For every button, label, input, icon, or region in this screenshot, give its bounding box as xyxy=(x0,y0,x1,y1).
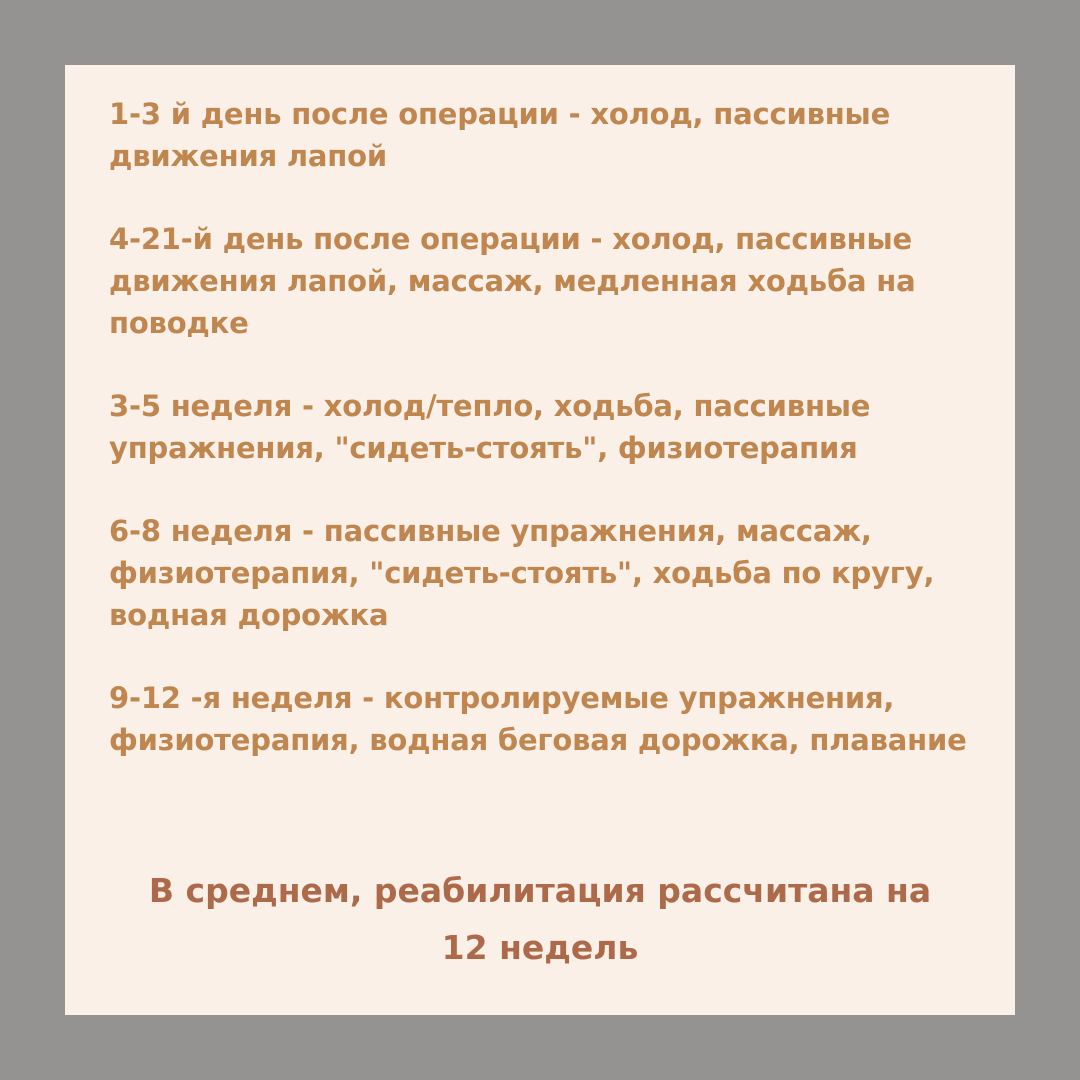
stage-day-4-21: 4-21-й день после операции - холод, пассивные движения лапой, массаж, медленная ходьба на поводке xyxy=(109,222,916,340)
rehab-stages-list xyxy=(109,93,989,802)
summary-line-2: 12 недель xyxy=(441,928,639,967)
summary-line-1: В среднем, реабилитация рассчитана на xyxy=(148,871,932,910)
rehab-duration-summary xyxy=(65,862,1015,976)
stage-week-3-5: 3-5 неделя - холод/тепло, ходьба, пассивные упражнения, "сидеть-стоять", физиотерапия xyxy=(109,389,871,465)
stage-day-1-3: 1-3 й день после операции - холод, пассивные движения лапой xyxy=(109,97,891,173)
content-card xyxy=(65,65,1015,1015)
stage-week-6-8: 6-8 неделя - пассивные упражнения, массаж, физиотерапия, "сидеть-стоять", ходьба по кругу, водная дорожка xyxy=(109,514,935,632)
stage-week-9-12: 9-12 -я неделя - контролируемые упражнения, физиотерапия, водная беговая дорожка, плавание xyxy=(109,681,967,757)
